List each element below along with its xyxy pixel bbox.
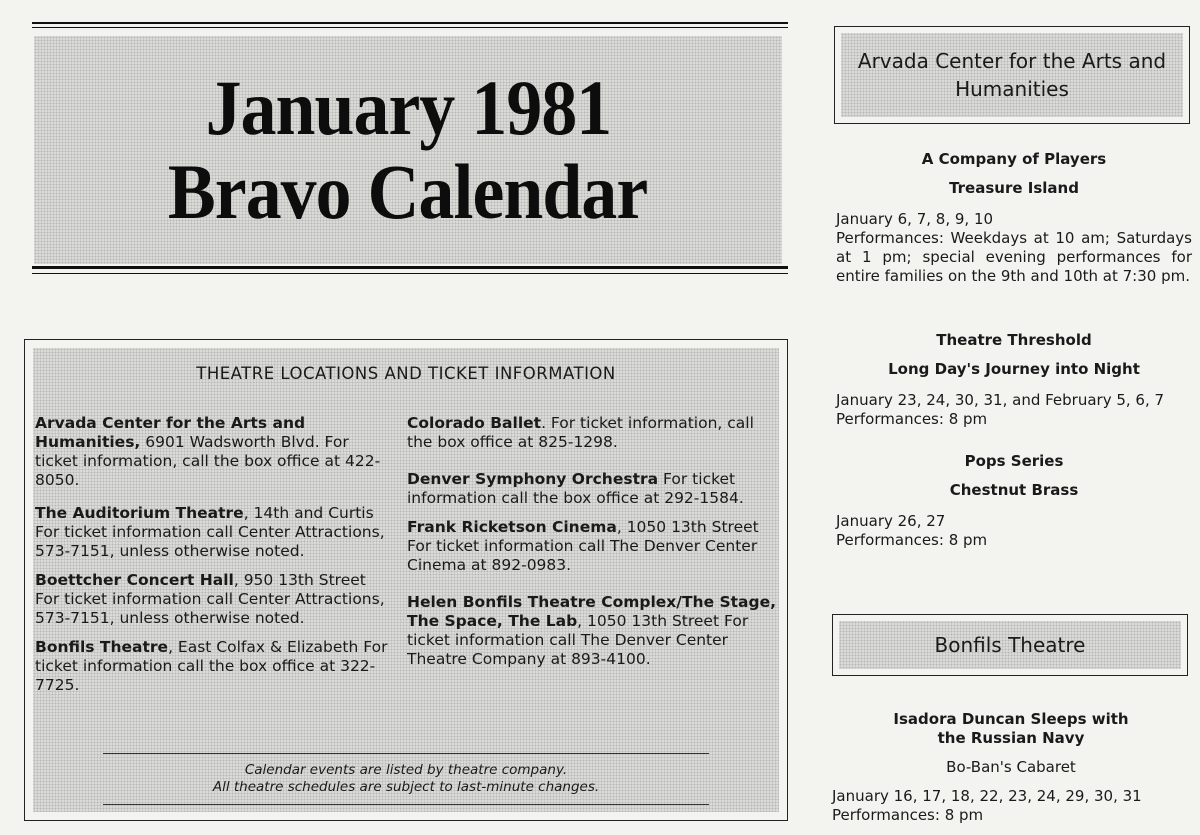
location-name: Frank Ricketson Cinema [407,518,617,536]
location-details: For ticket information call the box office at 292-1584. [407,470,744,507]
locations-heading: THEATRE LOCATIONS AND TICKET INFORMATION [196,364,616,383]
location-name: Colorado Ballet [407,414,542,432]
event-dates: January 23, 24, 30, 31, and February 5, 6, 7 [836,391,1165,409]
locations-notes [103,753,709,805]
location-entry [407,518,779,575]
bonfils-theatre-title: Bonfils Theatre [934,633,1086,657]
location-name: Boettcher Concert Hall [35,571,234,589]
event-company: Bo-Ban's Cabaret [946,758,1076,776]
location-details: . For ticket information, call the box office at 825-1298. [407,414,754,451]
location-entry [407,470,779,508]
event-long-days-journey [836,331,1192,429]
masthead-bottom-rule-thin [32,273,788,274]
event-company: Pops Series [964,452,1064,470]
event-show: Isadora Duncan Sleeps with the Russian Navy [893,710,1129,747]
location-details: 6901 Wadsworth Blvd. For ticket information, call the box office at 422-8050. [35,433,381,489]
event-show: Long Day's Journey into Night [888,360,1140,378]
location-details: , East Colfax & Elizabeth For ticket information call the box office at 322-7725. [35,638,388,694]
masthead-bottom-rule [32,266,788,269]
event-isadora-duncan [832,710,1190,825]
event-performances: Performances: 8 pm [836,410,988,428]
top-rule-thin [32,27,788,28]
note-listing: Calendar events are listed by theatre company. [244,762,568,778]
location-details: , 1050 13th Street For ticket information call The Denver Center Theatre Company at 893-4100. [407,612,749,668]
event-dates: January 26, 27 [836,512,946,530]
event-show: Treasure Island [949,179,1079,197]
event-performances: Performances: 8 pm [832,806,984,824]
arvada-center-header-box [834,26,1190,124]
locations-left-column [35,414,393,705]
location-entry [35,638,393,695]
theatre-locations-box [24,339,788,821]
event-chestnut-brass [836,452,1192,550]
event-performances: Performances: Weekdays at 10 am; Saturdays at 1 pm; special evening performances for entire families on the 9th and 10th at 7:30 pm. [836,229,1192,285]
event-show: Chestnut Brass [949,481,1079,499]
top-rule [32,22,788,24]
note-schedule-changes: All theatre schedules are subject to last-minute changes. [212,779,600,795]
masthead-title-line1: January 1981 [205,64,611,151]
location-name: Helen Bonfils Theatre Complex/The Stage, The Space, The Lab [407,593,777,630]
arvada-center-title: Arvada Center for the Arts and Humanities [857,49,1167,101]
location-name: Arvada Center for the Arts and Humanities, [35,414,306,451]
location-name: Bonfils Theatre [35,638,169,656]
location-entry [35,571,393,628]
location-entry [35,504,393,561]
location-entry [407,414,779,452]
event-dates: January 16, 17, 18, 22, 23, 24, 29, 30, 31 [832,787,1142,805]
masthead-banner [34,36,782,264]
event-company: Theatre Threshold [936,331,1092,349]
location-details: , 1050 13th Street For ticket information call The Denver Center Cinema at 892-0983. [407,518,759,574]
masthead-title-line2: Bravo Calendar [168,148,648,235]
event-performances: Performances: 8 pm [836,531,988,549]
bonfils-theatre-header-box [832,614,1188,676]
locations-right-column [407,414,779,679]
location-entry [35,414,393,490]
event-company: A Company of Players [921,150,1107,168]
event-treasure-island [836,150,1192,286]
location-details: , 950 13th Street For ticket information call Center Attractions, 573-7151, unless otherwise noted. [35,571,385,627]
location-entry [407,593,779,669]
location-name: The Auditorium Theatre [35,504,244,522]
location-name: Denver Symphony Orchestra [407,470,659,488]
event-dates: January 6, 7, 8, 9, 10 [836,210,994,228]
location-details: , 14th and Curtis For ticket information call Center Attractions, 573-7151, unless otherwise noted. [35,504,385,560]
